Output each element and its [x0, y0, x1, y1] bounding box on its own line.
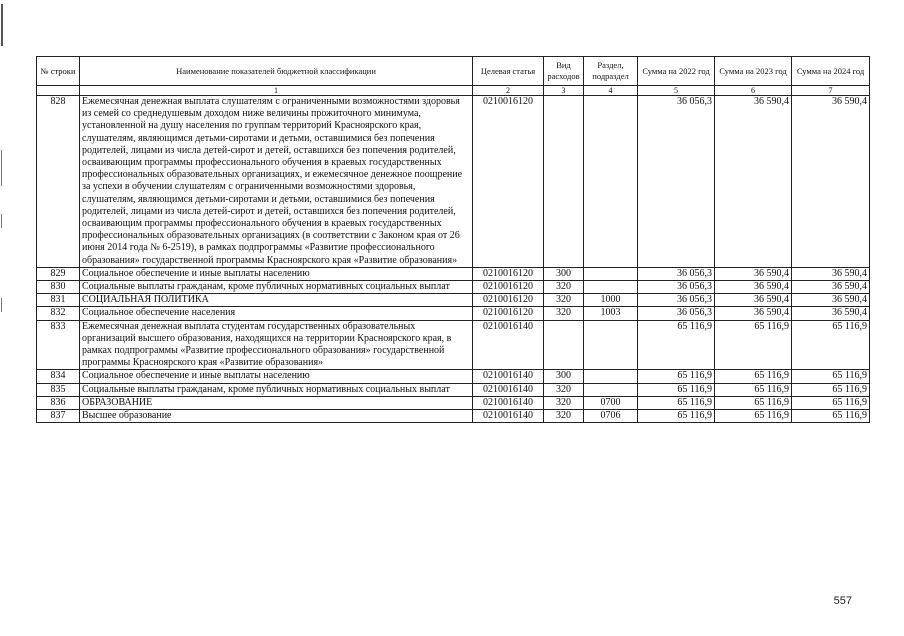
- column-number: 3: [544, 86, 584, 96]
- row-number: 831: [37, 294, 80, 307]
- row-sum-2024: 65 116,9: [792, 396, 870, 409]
- row-target: 0210016140: [473, 396, 544, 409]
- row-sum-2023: 65 116,9: [715, 410, 792, 423]
- row-number: 828: [37, 96, 80, 268]
- table-row: [37, 396, 870, 409]
- row-target: 0210016140: [473, 320, 544, 370]
- row-sum-2022: 36 056,3: [638, 294, 715, 307]
- row-sum-2023: 36 590,4: [715, 307, 792, 320]
- row-name: Социальные выплаты гражданам, кроме публичных нормативных социальных выплат: [80, 383, 473, 396]
- column-number: 6: [715, 86, 792, 96]
- row-number: 832: [37, 307, 80, 320]
- row-sum-2022: 36 056,3: [638, 307, 715, 320]
- row-sum-2023: 65 116,9: [715, 370, 792, 383]
- row-sum-2022: 65 116,9: [638, 396, 715, 409]
- row-sum-2024: 36 590,4: [792, 294, 870, 307]
- row-sum-2024: 65 116,9: [792, 410, 870, 423]
- column-number: 4: [584, 86, 638, 96]
- row-target: 0210016120: [473, 267, 544, 280]
- row-sum-2022: 65 116,9: [638, 370, 715, 383]
- header-sum-2022: Сумма на 2022 год: [638, 57, 715, 86]
- column-number: 5: [638, 86, 715, 96]
- row-number: 834: [37, 370, 80, 383]
- row-number: 836: [37, 396, 80, 409]
- row-sum-2024: 36 590,4: [792, 307, 870, 320]
- row-type: 320: [544, 294, 584, 307]
- column-number-row: [37, 86, 870, 96]
- scan-edge-mark: [1, 298, 2, 312]
- column-number: [37, 86, 80, 96]
- row-sum-2022: 36 056,3: [638, 281, 715, 294]
- row-section: 0706: [584, 410, 638, 423]
- row-section: [584, 281, 638, 294]
- row-section: 1003: [584, 307, 638, 320]
- page-number: 557: [833, 595, 852, 607]
- row-sum-2022: 65 116,9: [638, 383, 715, 396]
- header-row-number: № строки: [37, 57, 80, 86]
- row-sum-2024: 65 116,9: [792, 320, 870, 370]
- row-sum-2023: 36 590,4: [715, 294, 792, 307]
- row-name: Социальное обеспечение и иные выплаты населению: [80, 370, 473, 383]
- table-row: [37, 370, 870, 383]
- row-target: 0210016140: [473, 383, 544, 396]
- table-row: [37, 307, 870, 320]
- column-number: 2: [473, 86, 544, 96]
- row-sum-2024: 65 116,9: [792, 383, 870, 396]
- table-row: [37, 320, 870, 370]
- row-target: 0210016120: [473, 294, 544, 307]
- row-sum-2023: 36 590,4: [715, 281, 792, 294]
- row-sum-2022: 65 116,9: [638, 410, 715, 423]
- row-sum-2024: 36 590,4: [792, 96, 870, 268]
- row-section: [584, 383, 638, 396]
- row-sum-2023: 65 116,9: [715, 396, 792, 409]
- header-sum-2024: Сумма на 2024 год: [792, 57, 870, 86]
- row-name: Ежемесячная денежная выплата студентам государственных образовательных организаций высшего образования, находящихся на территории Красноярского края, в рамках подпрограммы «Развитие профессионального образования» государственной программы Красноярского края «Развитие образования»: [80, 320, 473, 370]
- row-type: 300: [544, 370, 584, 383]
- row-type: [544, 320, 584, 370]
- header-target-article: Целевая статья: [473, 57, 544, 86]
- header-indicator-name: Наименование показателей бюджетной классификации: [80, 57, 473, 86]
- scan-edge-mark: [1, 4, 3, 46]
- row-section: [584, 96, 638, 268]
- row-number: 829: [37, 267, 80, 280]
- header-sum-2023: Сумма на 2023 год: [715, 57, 792, 86]
- row-sum-2024: 36 590,4: [792, 267, 870, 280]
- row-section: 1000: [584, 294, 638, 307]
- row-sum-2022: 36 056,3: [638, 267, 715, 280]
- header-expense-type: Вид расходов: [544, 57, 584, 86]
- row-target: 0210016120: [473, 96, 544, 268]
- row-sum-2024: 36 590,4: [792, 281, 870, 294]
- row-name: СОЦИАЛЬНАЯ ПОЛИТИКА: [80, 294, 473, 307]
- row-name: Социальные выплаты гражданам, кроме публичных нормативных социальных выплат: [80, 281, 473, 294]
- row-target: 0210016140: [473, 370, 544, 383]
- row-sum-2023: 36 590,4: [715, 267, 792, 280]
- row-target: 0210016120: [473, 307, 544, 320]
- row-section: [584, 370, 638, 383]
- row-section: [584, 320, 638, 370]
- row-number: 837: [37, 410, 80, 423]
- row-section: [584, 267, 638, 280]
- row-target: 0210016140: [473, 410, 544, 423]
- row-name: Социальное обеспечение и иные выплаты населению: [80, 267, 473, 280]
- column-number: 1: [80, 86, 473, 96]
- row-type: 320: [544, 383, 584, 396]
- table-row: [37, 281, 870, 294]
- row-type: 320: [544, 307, 584, 320]
- row-type: 320: [544, 410, 584, 423]
- scan-edge-mark: [1, 214, 2, 228]
- column-number: 7: [792, 86, 870, 96]
- row-name: Ежемесячная денежная выплата слушателям с ограниченными возможностями здоровья из семей со среднедушевым доходом ниже величины прожиточного минимума, установленной на душу населения по группам территорий Красноярского края, слушателям, являющимся детьми-сиротами и детьми, оставшимися без попечения родителей, лицами из числа детей-сирот и детей, оставшихся без попечения родителей, осваивающим программы профессионального обучения в краевых государственных профессиональных образовательных организациях, и ежемесячное денежное поощрение за успехи в обучении слушателям с ограниченными возможностями здоровья, слушателям, являющимся детьми-сиротами и детьми, оставшимися без попечения родителей, лицами из числа детей-сирот и детей, оставшихся без попечения родителей, осваивающим программы профессионального обучения в краевых государственных профессиональных образовательных организациях (в соответствии с Законом края от 26 июня 2014 года № 6-2519), в рамках подпрограммы «Развитие профессионального образования» государственной программы Красноярского края «Развитие образования»: [80, 96, 473, 268]
- header-section: Раздел, подраздел: [584, 57, 638, 86]
- table-row: [37, 410, 870, 423]
- row-type: 320: [544, 396, 584, 409]
- row-number: 835: [37, 383, 80, 396]
- row-sum-2024: 65 116,9: [792, 370, 870, 383]
- row-name: ОБРАЗОВАНИЕ: [80, 396, 473, 409]
- row-type: [544, 96, 584, 268]
- row-type: 320: [544, 281, 584, 294]
- row-section: 0700: [584, 396, 638, 409]
- table-row: [37, 383, 870, 396]
- row-number: 833: [37, 320, 80, 370]
- table-row: [37, 96, 870, 268]
- scan-edge-mark: [1, 150, 2, 186]
- budget-table: [36, 56, 870, 423]
- row-number: 830: [37, 281, 80, 294]
- row-sum-2022: 65 116,9: [638, 320, 715, 370]
- row-target: 0210016120: [473, 281, 544, 294]
- table-row: [37, 294, 870, 307]
- row-sum-2022: 36 056,3: [638, 96, 715, 268]
- table-row: [37, 267, 870, 280]
- table-header-row: [37, 57, 870, 86]
- row-sum-2023: 65 116,9: [715, 383, 792, 396]
- row-name: Социальное обеспечение населения: [80, 307, 473, 320]
- row-name: Высшее образование: [80, 410, 473, 423]
- row-type: 300: [544, 267, 584, 280]
- row-sum-2023: 36 590,4: [715, 96, 792, 268]
- row-sum-2023: 65 116,9: [715, 320, 792, 370]
